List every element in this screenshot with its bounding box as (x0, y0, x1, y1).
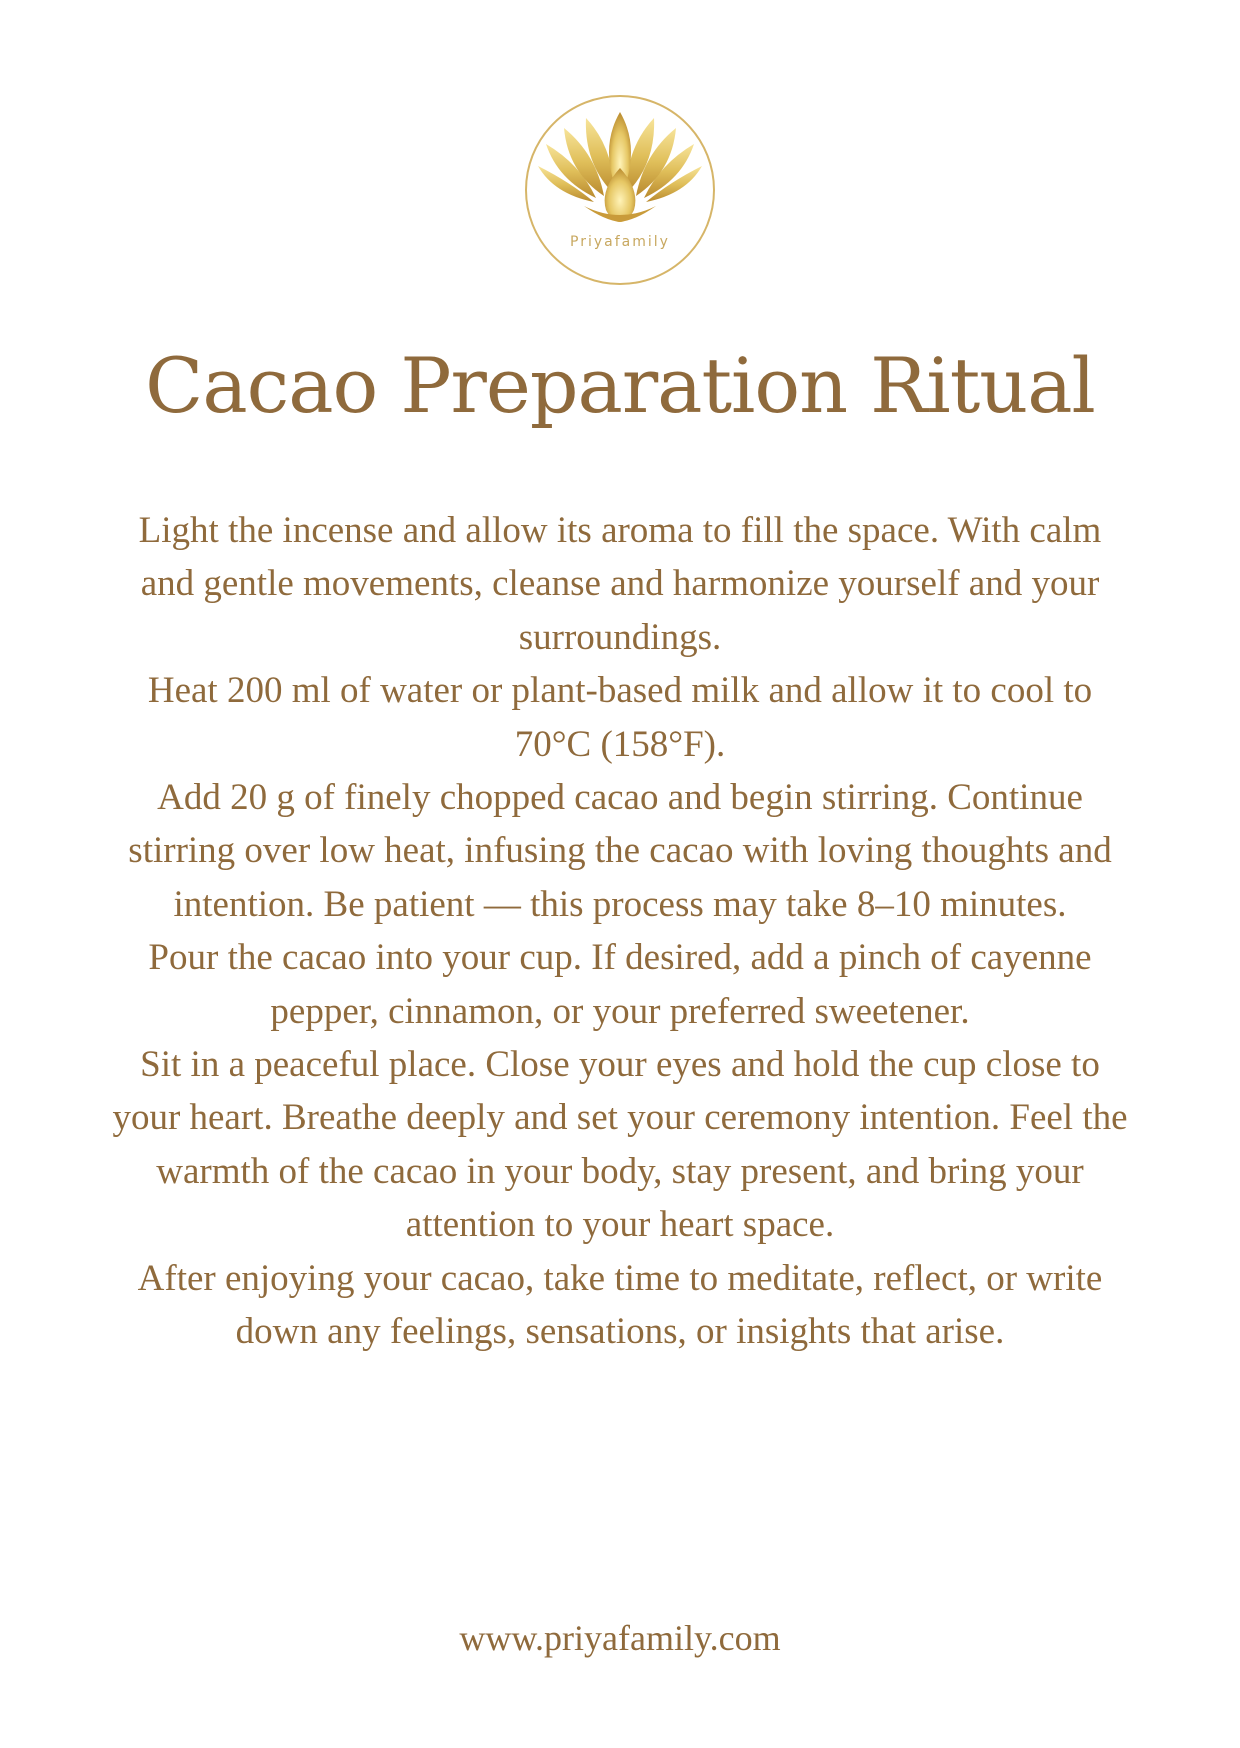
step-paragraph: Add 20 g of finely chopped cacao and begin stirring. Continue stirring over low heat, infusing the cacao with loving thoughts and intention. Be patient — this process may take 8–10 minutes. (128, 777, 1112, 925)
website-link[interactable]: www.priyafamily.com (459, 1618, 781, 1658)
step-paragraph: Light the incense and allow its aroma to fill the space. With calm and gentle movements, cleanse and harmonize yourself and your surroundings. (138, 510, 1102, 658)
brand-logo (524, 94, 716, 286)
step-paragraph: Pour the cacao into your cup. If desired, add a pinch of cayenne pepper, cinnamon, or your preferred sweetener. (148, 937, 1092, 1032)
page-title: Cacao Preparation Ritual (145, 341, 1095, 430)
ritual-steps (110, 504, 1130, 1359)
step-paragraph: After enjoying your cacao, take time to meditate, reflect, or write down any feelings, sensations, or insights that arise. (137, 1257, 1103, 1353)
step-paragraph: Sit in a peaceful place. Close your eyes and hold the cup close to your heart. Breathe deeply and set your ceremony intention. Feel the warmth of the cacao in your body, stay present, and bring your attention to your heart space. (112, 1044, 1128, 1246)
logo-text: Priyafamily (570, 234, 670, 250)
lotus-icon (524, 94, 716, 286)
step-paragraph: Heat 200 ml of water or plant-based milk and allow it to cool to 70°C (158°F). (147, 670, 1093, 765)
